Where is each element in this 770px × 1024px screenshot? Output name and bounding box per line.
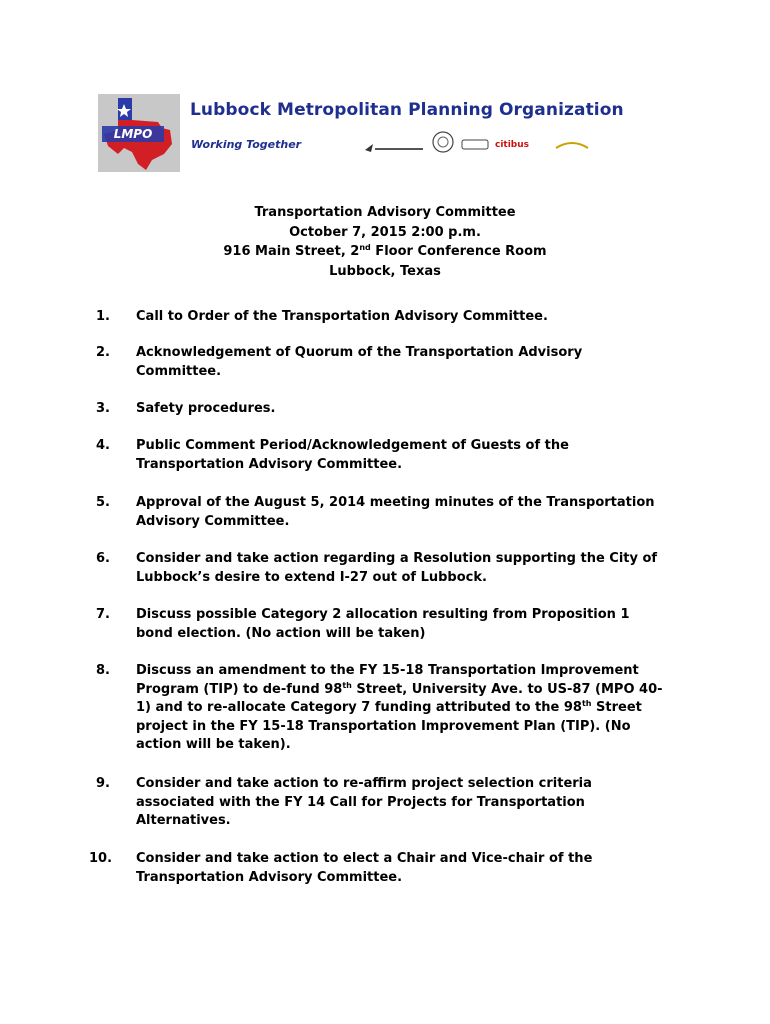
lubbock-logo [461, 138, 491, 152]
agenda-item-number: 1. [96, 309, 110, 324]
meeting-date-time: October 7, 2015 2:00 p.m. [289, 224, 481, 240]
agenda-item-text: Consider and take action to elect a Chair and Vice-chair of the Transportation Advisory Committee. [136, 851, 593, 885]
agenda-item-number: 4. [96, 438, 110, 453]
agenda-item-text: Public Comment Period/Acknowledgement of Guests of the Transportation Advisory Committee. [136, 438, 569, 472]
agenda-item-number: 10. [89, 851, 113, 866]
agenda-item-number: 2. [96, 345, 110, 360]
organization-title: Lubbock Metropolitan Planning Organization [190, 100, 624, 120]
agenda-item-number: 6. [96, 551, 110, 566]
agenda-item-number: 8. [96, 663, 110, 678]
agenda-item-text: Call to Order of the Transportation Advisory Committee. [136, 309, 548, 324]
txdot-logo [365, 142, 425, 154]
logo-text: LMPO [113, 127, 153, 141]
meeting-header [0, 203, 770, 281]
meeting-city: Lubbock, Texas [329, 263, 441, 279]
letterhead [98, 92, 638, 174]
tagline: Working Together [191, 138, 302, 151]
county-seal-icon [431, 130, 455, 154]
meeting-address: 916 Main Street, 2nd Floor Conference Room [223, 243, 547, 259]
agenda-item-text: Safety procedures. [136, 401, 276, 416]
citibus-logo: citibus [495, 140, 530, 150]
agenda-item-text: Discuss possible Category 2 allocation resulting from Proposition 1 bond election. (No action will be taken) [136, 607, 630, 641]
agenda-item-number: 3. [96, 401, 110, 416]
agenda-item-number: 5. [96, 495, 110, 510]
agenda-item-text: Acknowledgement of Quorum of the Transportation Advisory Committee. [136, 345, 583, 379]
agenda-item-text: Consider and take action to re-affirm project selection criteria associated with the FY 14 Call for Projects for Transportation Alternatives. [136, 776, 592, 828]
lmpo-logo [98, 94, 180, 172]
agenda-item-number: 7. [96, 607, 110, 622]
wolfforth-logo [554, 138, 590, 152]
agenda-item-text: Consider and take action regarding a Resolution supporting the City of Lubbock’s desire to extend I-27 out of Lubbock. [136, 551, 658, 585]
agenda-item-text: Approval of the August 5, 2014 meeting minutes of the Transportation Advisory Committee. [136, 495, 655, 529]
agenda-item-text: Discuss an amendment to the FY 15-18 Transportation Improvement Program (TIP) to de-fund 98th Street, University Ave. to US-87 (MPO 40-1) and to re-allocate Category 7 funding attributed to the 98th Street project in the FY 15-18 Transportation Improvement Plan (TIP). (No action will be taken). [136, 663, 663, 752]
committee-name: Transportation Advisory Committee [254, 205, 516, 220]
agenda-item-number: 9. [96, 776, 110, 791]
